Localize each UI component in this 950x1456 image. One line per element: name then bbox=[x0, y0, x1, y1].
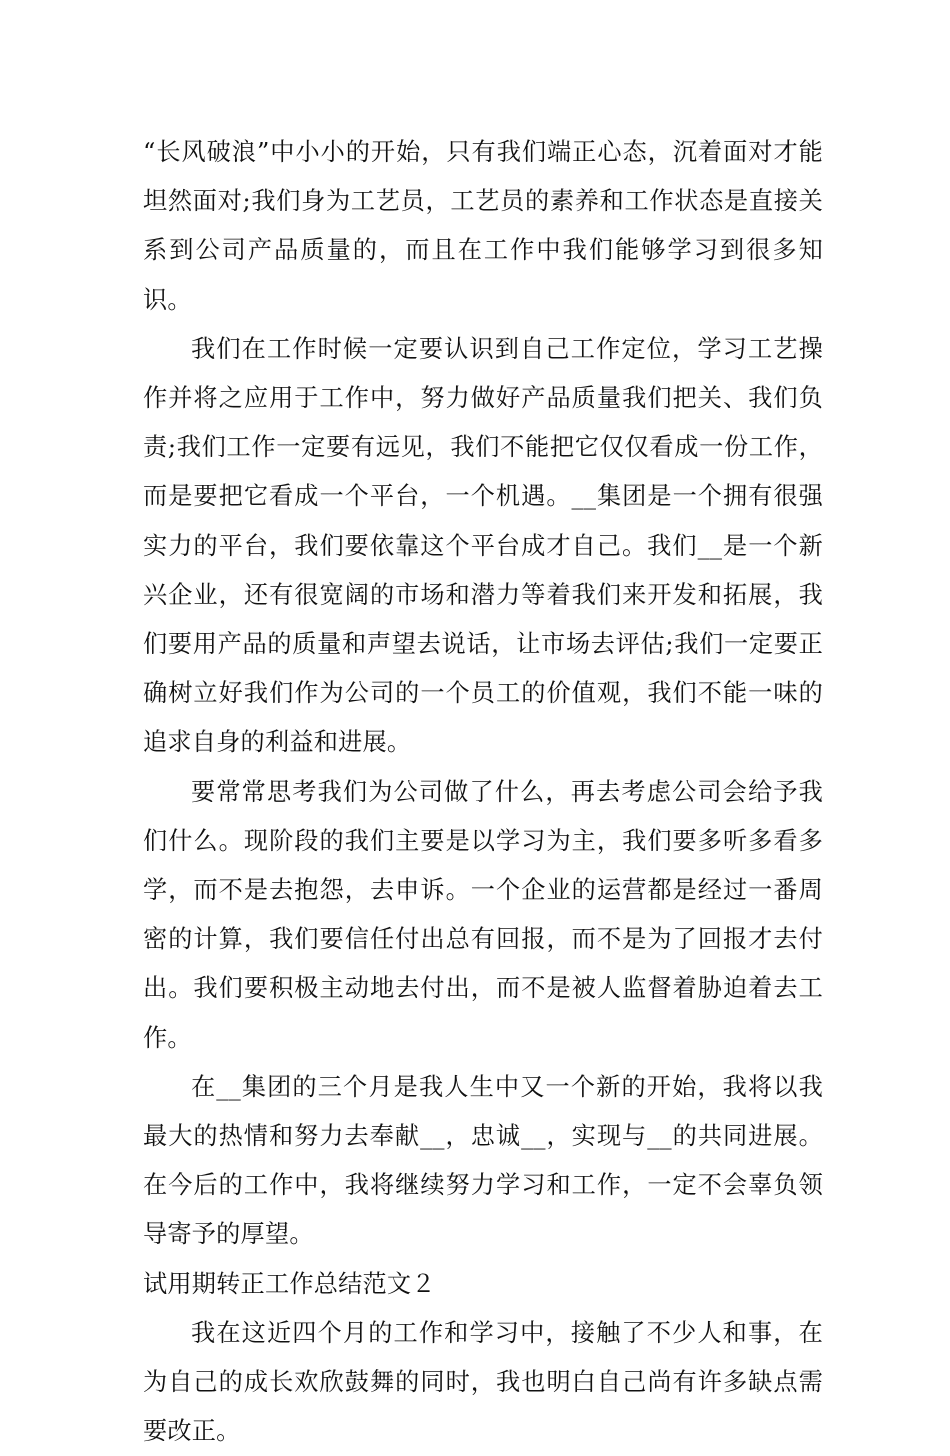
document-body bbox=[143, 128, 823, 1456]
paragraph-contribution: 要常常思考我们为公司做了什么，再去考虑公司会给予我们什么。现阶段的我们主要是以学习为主，我们要多听多看多学，而不是去抱怨，去申诉。一个企业的运营都是经过一番周密的计算，我们要信任付出总有回报，而不是为了回报才去付出。我们要积极主动地去付出，而不是被人监督着胁迫着去工作。 bbox=[143, 777, 823, 1052]
paragraph-new-beginning: 在__集团的三个月是我人生中又一个新的开始，我将以我最大的热情和努力去奉献__，忠诚__，实现与__的共同进展。在今后的工作中，我将继续努力学习和工作，一定不会辜负领导寄予的厚望。 bbox=[143, 1072, 823, 1249]
paragraph-section-intro: 我在这近四个月的工作和学习中，接触了不少人和事，在为自己的成长欢欣鼓舞的同时，我也明白自己尚有许多缺点需要改正。 bbox=[143, 1318, 823, 1446]
section-heading: 试用期转正工作总结范文２ bbox=[143, 1269, 436, 1298]
paragraph-work-positioning: 我们在工作时候一定要认识到自己工作定位，学习工艺操作并将之应用于工作中，努力做好产品质量我们把关、我们负责;我们工作一定要有远见，我们不能把它仅仅看成一份工作，而是要把它看成一个平台，一个机遇。__集团是一个拥有很强实力的平台，我们要依靠这个平台成才自己。我们__是一个新兴企业，还有很宽阔的市场和潜力等着我们来开发和拓展，我们要用产品的质量和声望去说话，让市场去评估;我们一定要正确树立好我们作为公司的一个员工的价值观，我们不能一味的追求自身的利益和进展。 bbox=[143, 334, 823, 757]
paragraph-continuation: “长风破浪”中小小的开始，只有我们端正心态，沉着面对才能坦然面对;我们身为工艺员，工艺员的素养和工作状态是直接关系到公司产品质量的，而且在工作中我们能够学习到很多知识。 bbox=[143, 138, 823, 314]
